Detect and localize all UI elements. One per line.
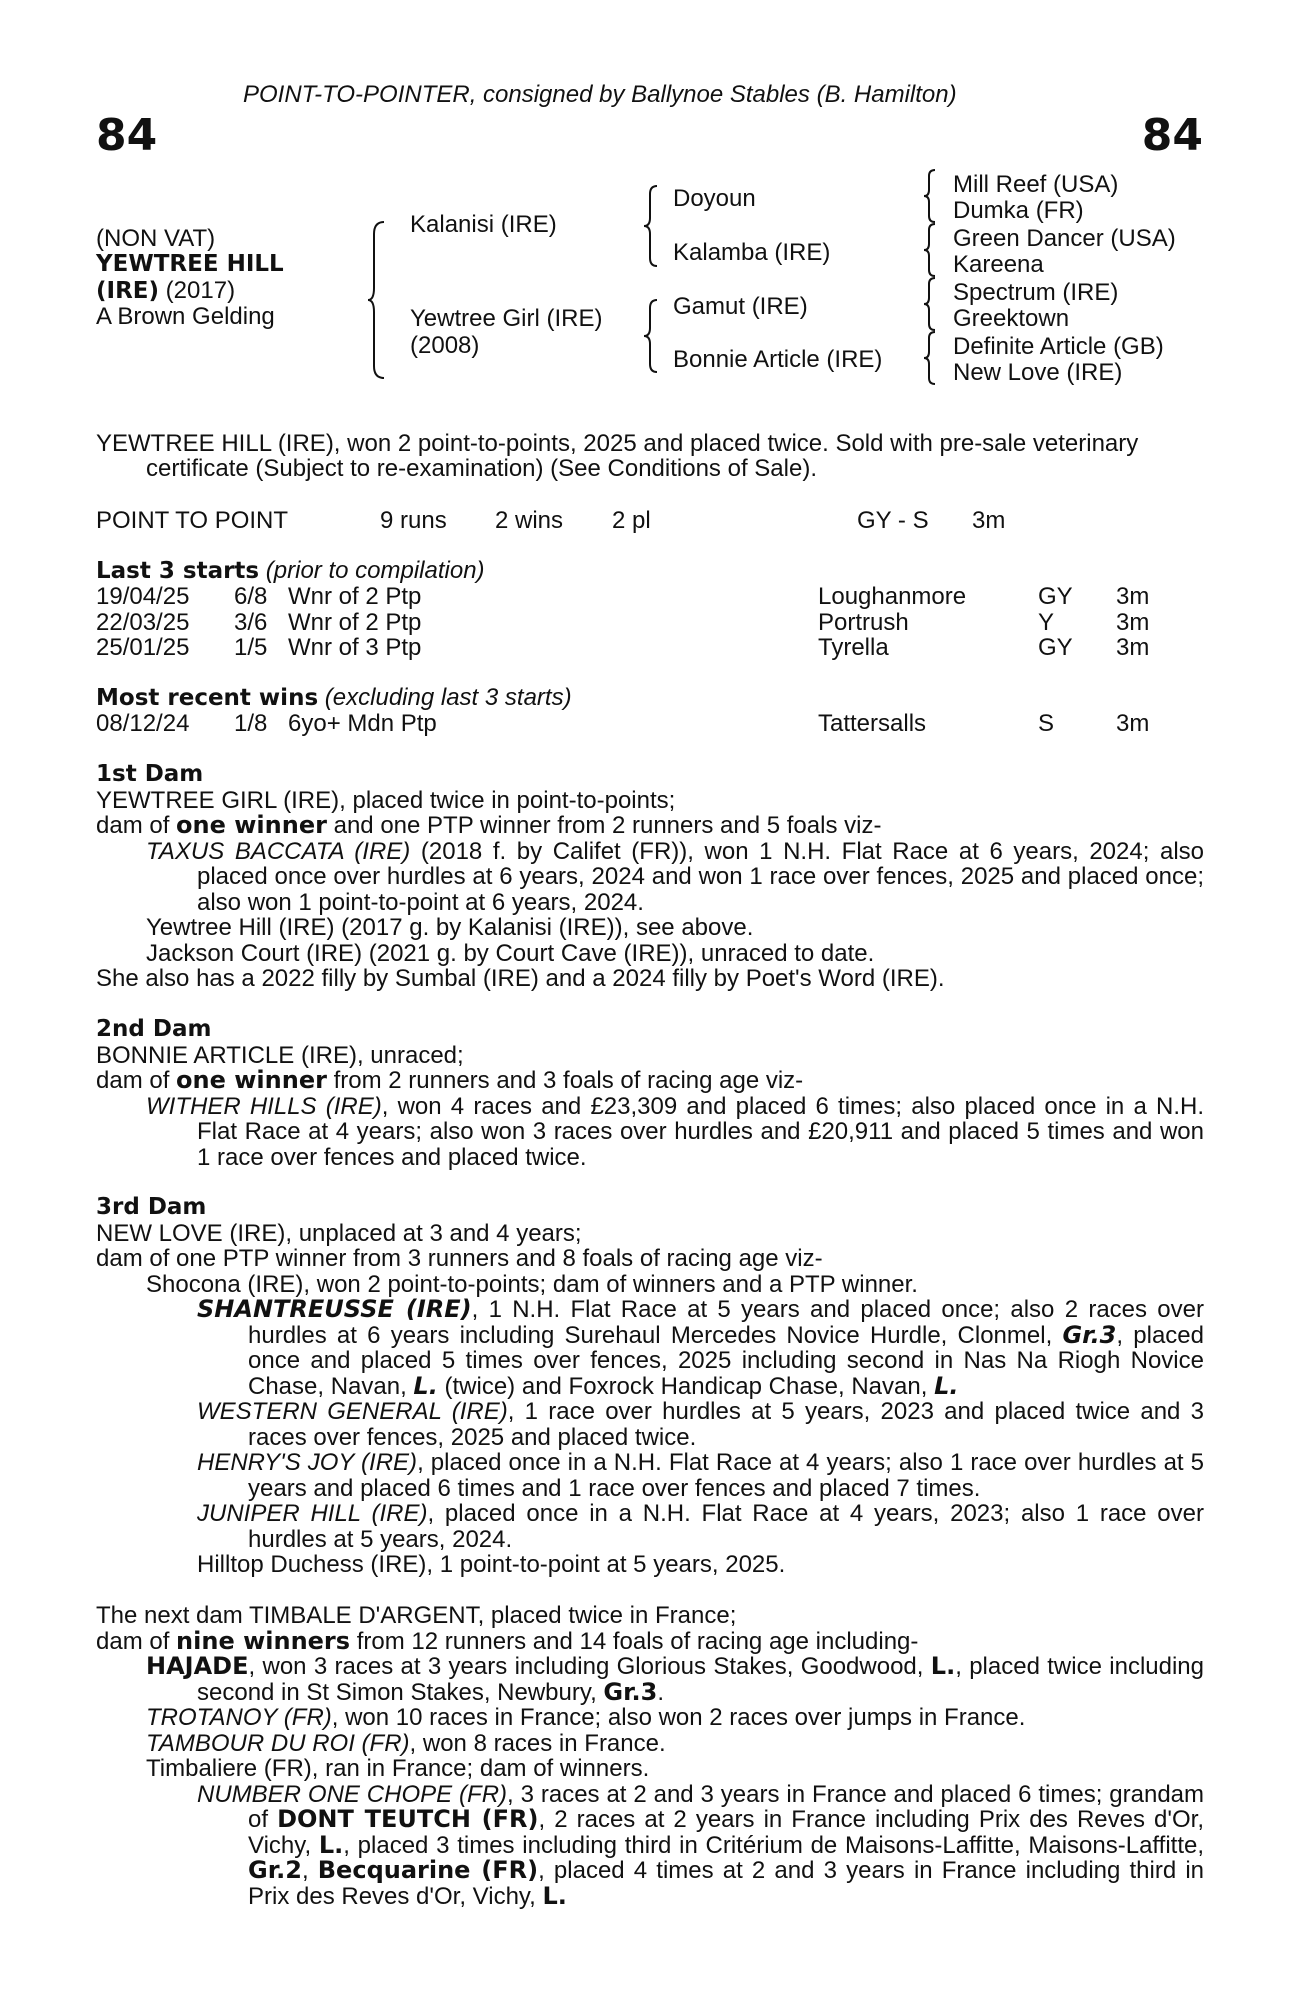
pedigree-dds: Definite Article (GB) [953,333,1164,360]
row-distance: 3m [1116,583,1150,610]
horse-name: YEWTREE HILL [96,251,284,277]
second-dam-heading: 2nd Dam [96,1016,212,1042]
pedigree-brace-ds [924,278,938,330]
pedigree-sire-sire: Doyoun [673,185,756,212]
recent-wins-title: Most recent wins [96,685,319,711]
third-dam-grandprogeny-3: HENRY'S JOY (IRE), placed once in a N.H. Flat Race at 4 years; also 1 race over hurdles at 5 years and placed 6 times and 1 race over fences and placed 7 times. [197,1449,1205,1502]
record-wins: 2 wins [495,507,564,534]
pedigree-dam-dam: Bonnie Article (IRE) [673,346,883,373]
row-course: Tyrella [818,634,889,661]
row-going: S [1038,710,1055,737]
row-race: Wnr of 3 Ptp [288,634,422,661]
summary-line-2: certificate (Subject to re-examination) (See Conditions of Sale). [146,455,817,482]
last-starts-note: (prior to compilation) [259,557,485,584]
recent-wins-note: (excluding last 3 starts) [318,684,572,711]
pedigree-ssd: Dumka (FR) [953,197,1084,224]
table-row [96,711,1204,737]
row-distance: 3m [1116,710,1150,737]
pedigree-dam: Yewtree Girl (IRE) [410,305,603,332]
pedigree-sire: Kalanisi (IRE) [410,211,557,238]
row-distance: 3m [1116,634,1150,661]
row-race: Wnr of 2 Ptp [288,583,422,610]
row-race: Wnr of 2 Ptp [288,608,422,636]
record-label: POINT TO POINT [96,507,289,534]
first-dam-progeny-1: TAXUS BACCATA (IRE) (2018 f. by Califet (FR)), won 1 N.H. Flat Race at 6 years, 2024; also placed once over hurdles at 6 years, 2024 and won 1 race over fences, 2025 and placed once; also won 1 point-to-point at 6 years, 2024. [146,837,1204,916]
row-course: Loughanmore [818,583,967,610]
next-dam-progeny-4: Timbaliere (FR), ran in France; dam of winners. [146,1755,650,1782]
first-dam-note: She also has a 2022 filly by Sumbal (IRE) and a 2024 filly by Poet's Word (IRE). [96,965,945,992]
next-dam-progeny-1: HAJADE, won 3 races at 3 years including Glorious Stakes, Goodwood, L., placed twice including second in St Simon Stakes, Newbury, Gr.3. [146,1652,1204,1706]
last-starts-table [96,584,1204,661]
pedigree-sds: Green Dancer (USA) [953,225,1176,252]
third-dam-progeny-1: Shocona (IRE), won 2 point-to-points; dam of winners and a PTP winner. [146,1270,918,1298]
pedigree-brace-ss [924,170,938,222]
third-dam-grandprogeny-2: WESTERN GENERAL (IRE), 1 race over hurdles at 5 years, 2023 and placed twice and 3 races over fences, 2025 and placed twice. [197,1398,1205,1451]
third-dam-section [96,1195,1204,1578]
recent-wins-table [96,711,1204,737]
last-starts-title: Last 3 starts [96,558,260,584]
first-dam-line-1: YEWTREE GIRL (IRE), placed twice in point-to-points; [96,786,676,814]
table-row [96,635,1204,661]
next-dam-line-2: dam of nine winners from 12 runners and 14 foals of racing age including- [96,1626,919,1655]
record-placed: 2 pl [612,507,651,534]
second-dam-line-1: BONNIE ARTICLE (IRE), unraced; [96,1041,464,1069]
row-going: GY [1038,583,1073,610]
pedigree-dam-year: (2008) [410,332,480,359]
table-row [96,610,1204,636]
pedigree-dam-sire: Gamut (IRE) [673,293,808,320]
first-dam-heading: 1st Dam [96,761,204,787]
second-dam-section [96,1017,1204,1170]
row-position: 6/8 [234,583,268,610]
third-dam-grandprogeny-5: Hilltop Duchess (IRE), 1 point-to-point at 5 years, 2025. [197,1551,786,1578]
pedigree-sire-dam: Kalamba (IRE) [673,239,831,266]
pedigree-brace-sire [644,186,660,266]
third-dam-line-1: NEW LOVE (IRE), unplaced at 3 and 4 years; [96,1219,582,1247]
third-dam-line-2: dam of one PTP winner from 3 runners and 8 foals of racing age viz- [96,1245,823,1272]
second-dam-progeny-1: WITHER HILLS (IRE), won 4 races and £23,309 and placed 6 times; also placed once in a N.H. Flat Race at 4 years; also won 3 races over hurdles and £20,911 and placed 5 times and won 1 race over fences and placed twice. [146,1092,1204,1171]
page-header-title: POINT-TO-POINTER, consigned by Ballynoe Stables (B. Hamilton) [243,81,957,108]
row-date: 22/03/25 [96,608,190,636]
summary-line-1: YEWTREE HILL (IRE), won 2 point-to-points, 2025 and placed twice. Sold with pre-sale veterinary [96,430,1139,457]
row-course: Tattersalls [818,710,927,737]
row-position: 1/5 [234,634,268,661]
pedigree-brace-sd [924,224,938,276]
horse-year: (2017) [159,277,236,304]
row-date: 08/12/24 [96,710,190,737]
pedigree-ddd: New Love (IRE) [953,359,1123,386]
record-distance: 3m [972,507,1006,534]
horse-name-suffix [96,278,235,305]
horse-description: A Brown Gelding [96,303,275,330]
row-position: 1/8 [234,710,268,737]
lot-number-right: 84 [1141,110,1203,161]
pedigree-brace-dam [644,300,660,372]
pedigree-sss: Mill Reef (USA) [953,171,1119,198]
last-starts-heading [96,558,485,585]
first-dam-progeny-2: Yewtree Hill (IRE) (2017 g. by Kalanisi (IRE)), see above. [146,914,754,941]
third-dam-grandprogeny-1: SHANTREUSSE (IRE), 1 N.H. Flat Race at 5 years and placed once; also 2 races over hurdles at 6 years including Surehaul Mercedes Novice Hurdle, Clonmel, Gr.3, placed once and placed 5 times over fences, 2025 including second in Nas Na Riogh Novice Chase, Navan, L. (twice) and Foxrock Handicap Chase, Navan, L. [197,1295,1204,1400]
record-runs: 9 runs [380,507,447,534]
next-dam-progeny-3: TAMBOUR DU ROI (FR), won 8 races in France. [146,1729,666,1757]
row-position: 3/6 [234,608,268,636]
row-distance: 3m [1116,608,1150,636]
pedigree-dss: Spectrum (IRE) [953,279,1119,306]
third-dam-heading: 3rd Dam [96,1194,207,1220]
row-going: Y [1038,608,1055,636]
first-dam-line-2: dam of one winner and one PTP winner from 2 runners and 5 foals viz- [96,811,882,839]
table-row [96,584,1204,610]
pedigree-brace-dd [924,332,938,384]
row-course: Portrush [818,608,909,636]
row-race: 6yo+ Mdn Ptp [288,710,437,737]
row-date: 19/04/25 [96,583,190,610]
first-dam-progeny-3: Jackson Court (IRE) (2021 g. by Court Cave (IRE)), unraced to date. [146,939,875,967]
row-date: 25/01/25 [96,634,190,661]
next-dam-section [96,1603,1204,1909]
horse-country: (IRE) [96,278,160,304]
next-dam-grandprogeny-1: NUMBER ONE CHOPE (FR), 3 races at 2 and 3 years in France and placed 6 times; grandam of DONT TEUTCH (FR), 2 races at 2 years in France including Prix des Reves d'Or, Vichy, L., placed 3 times including third in Critérium de Maisons-Laffitte, Maisons-Laffitte, Gr.2, Becquarine (FR), placed 4 times at 2 and 3 years in France including third in Prix des Reves d'Or, Vichy, L. [197,1780,1205,1910]
record-going: GY - S [857,507,929,534]
pedigree-dsd: Greektown [953,305,1070,332]
lot-number-left: 84 [96,110,158,161]
first-dam-section [96,762,1204,992]
recent-wins-heading [96,685,572,712]
second-dam-line-2: dam of one winner from 2 runners and 3 foals of racing age viz- [96,1066,804,1094]
pedigree-brace-gen1 [368,222,388,378]
pedigree-sdd: Kareena [953,251,1044,278]
row-going: GY [1038,634,1073,661]
next-dam-progeny-2: TROTANOY (FR), won 10 races in France; also won 2 races over jumps in France. [146,1704,1026,1731]
vat-status: (NON VAT) [96,225,216,252]
third-dam-grandprogeny-4: JUNIPER HILL (IRE), placed once in a N.H. Flat Race at 4 years, 2023; also 1 race over hurdles at 5 years, 2024. [197,1500,1204,1553]
next-dam-line-1: The next dam TIMBALE D'ARGENT, placed twice in France; [96,1602,737,1629]
